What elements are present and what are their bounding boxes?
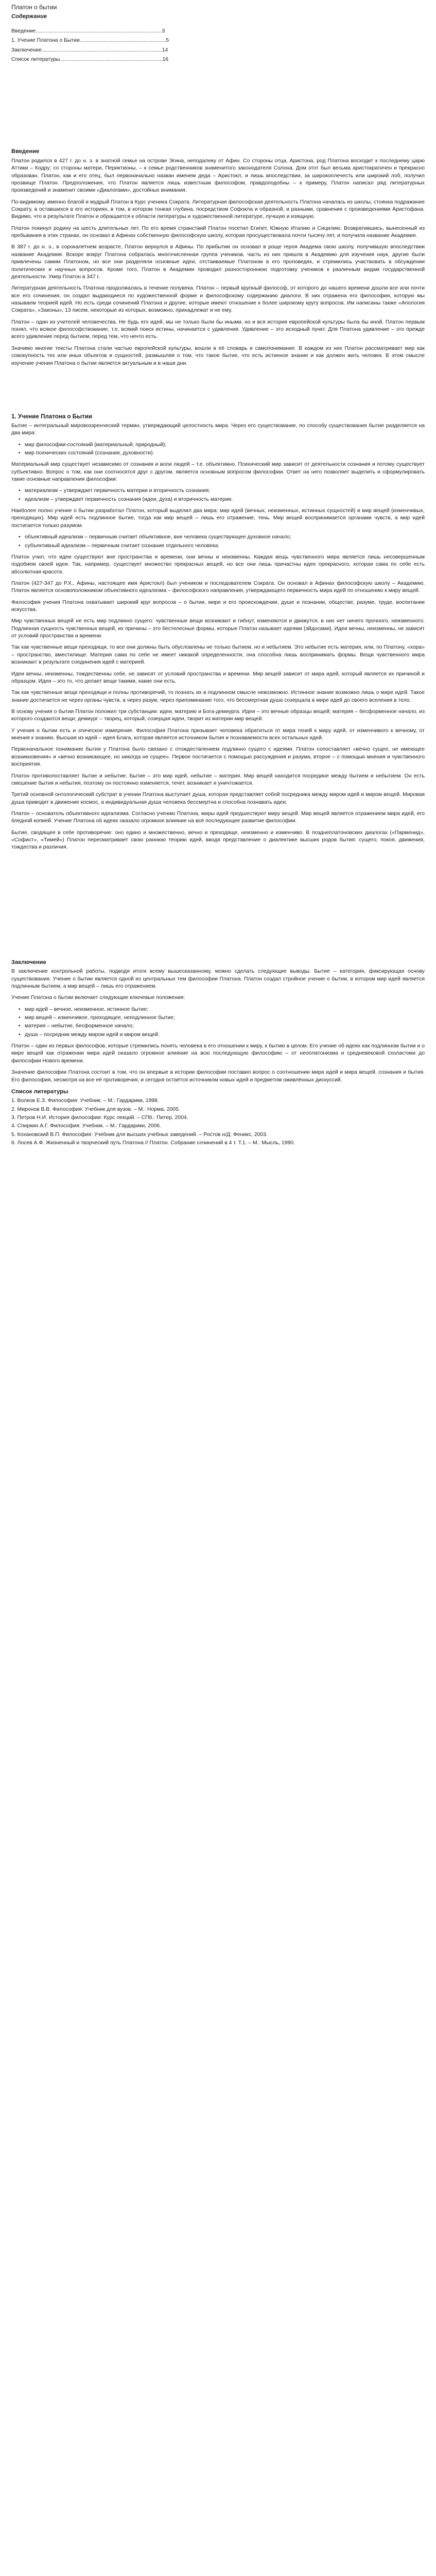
bullet-item: • мир психических состояний (сознания, духовности). — [25, 450, 425, 457]
section1-paragraph: Платон противопоставляет бытие и небытие. Бытие – это мир идей, небытие – материя. Мир вещей находится посредине между бытием и небытием. Он есть смешение бытия и небытия, поэтому он постоянно изменяется, течет, возникает и уничтожается. — [11, 773, 425, 786]
bullet-list — [11, 442, 425, 457]
section1-intro-paragraph: Бытие – интегральный мировоззренческий термин, утверждающий целостность мира. Через его существование, по способу существования бытие разделяется на два мира: — [11, 422, 425, 436]
page-break-spacer — [11, 76, 425, 148]
intro-heading: Введение — [11, 148, 40, 155]
bullet-list — [11, 1006, 425, 1039]
bullet-item: • субъективный идеализм – первичным считает сознание отдельного человека. — [25, 543, 425, 550]
intro-paragraph: Литературная деятельность Платона продолжалась в течение полувека. Платон – первый крупный философ, от которого до нашего времени дошли все или почти все его сочинения, он создал выдающиеся по художественной форме и философскому содержанию диалоги. В них отражена его философия, которую мы называем теорией идей. Но есть среди сочинений Платона и другие, которые имеют отношение к более широкому кругу вопросов. Им написаны также «Апология Сократа», «Законы», 13 писем, некоторые из которых, возможно, принадлежат и не ему. — [11, 285, 425, 314]
conclusion-heading: Заключение — [11, 959, 46, 965]
section1-paragraph: Мир чувственных вещей не есть мир подлинно сущего: чувственные вещи возникают и гибнут, изменяются и движутся, в них нет ничего прочного, неизменного. Подлинная сущность чувственных вещей, их причины – это бестелесные формы, которые Платон называет идеями (эйдосами). Идеи вечны, неизменны, не зависят от условий пространства и времени. — [11, 618, 425, 639]
document-page — [0, 0, 436, 1153]
section1-paragraph: Третий основной онтологический субстрат в учении Платона выступает душа, которая представляет собой посредника между миром идей и миром вещей. Мировая душа приводит в движение космос, а индивидуальная душа человека бессмертна и способна познавать идеи. — [11, 792, 425, 805]
section1-body — [11, 422, 425, 852]
bullet-item: • объективный идеализм – первичным считает объективное, вне человека существующее духовное начало; — [25, 534, 425, 541]
reference-item: 2. Миронов В.В. Философия: Учебник для вузов. – М.: Норма, 2005. — [11, 1106, 180, 1112]
intro-paragraph: По-видимому, именно благой и мудрый Платон в Курс ученика Сократа. Литературная философская деятельность Платона началась из школы, стоянка подражание Сократу, в оставшихся в его историях, в том, в котором тонкая глубина, посредством Софокла и образной, и разными, сравнения с произведениями Аристофана. Видимо, что в результате Платон и обращается к области литературы и художественной литературе, лучшую и изящную. — [11, 199, 425, 220]
reference-item: 4. Спиркин А.Г. Философия: Учебник. – М.: Гардарики, 2006. — [11, 1123, 162, 1129]
reference-item: 5. Кохановский В.П. Философия: Учебник для высших учебных заведений. – Ростов н/Д: Феникс, 2003. — [11, 1131, 268, 1138]
section1-paragraph: Наиболее полно учение о бытии разработал Платон, который выделил два мира: мир идей (вечных, неизменных, истинных сущностей) и мир вещей (изменчивых, преходящих). Мир идей есть подлинное бытие, тогда как мир вещей – лишь его отражение, тень. Мир вещей воспринимается органами чувств, а мир идей постигается только разумом. — [11, 508, 425, 529]
reference-item: 6. Лосев А.Ф. Жизненный и творческий путь Платона // Платон. Собрание сочинений в 4 т. Т.1. – М.: Мысль, 1990. — [11, 1140, 295, 1146]
bullet-item: • душа – посредник между миром идей и миром вещей. — [25, 1031, 425, 1039]
section1-paragraph: Бытие, сводящее в себе противоречие: оно едино и множественно, вечно и преходяще, неизменно и изменчиво. В позднеплатоновских диалогах («Парменид», «Софист», «Тимей») Платон пересматривает свою раннюю теорию идей, вводя представление о диалектике высших родов бытия: сущего, покоя, движения, тождества и различия. — [11, 829, 425, 851]
section1-paragraph: Первоначальное понимание бытия у Платона было связано с отождествлением подлинно сущего с идеями. Платон сопоставляет «вечно сущее, не имеющее возникновения» и «вечно возникающее, но никогда не сущее». Первое постигается с помощью рассуждения и разума, второе – с помощью мнения и чувственного восприятия. — [11, 747, 425, 768]
table-of-contents — [11, 28, 425, 63]
bullet-item: • мир философии-состояний (материальный, природный); — [25, 442, 425, 449]
toc-item[interactable]: Введение.....................................................................................3 — [11, 28, 165, 34]
section1-paragraph: Так как чувственные вещи преходящи и полны противоречий, то познать их в подлинном смысле невозможно. Истинное знание возможно лишь о мире идей. Такое знание достигается не через органы чувств, а через разум, через припоминание того, что бессмертная душа созерцала в мире идей до своего вселения в тело. — [11, 690, 425, 703]
bullet-item: • материя – небытие, бесформенное начало; — [25, 1023, 425, 1030]
section1-paragraph: Платон – основатель объективного идеализма. Согласно учению Платона, миры идей предшествуют миру вещей. Мир вещей является отражением мира идей, его бледной копией. Учение Платона об идеях оказало огромное влияние на всё последующее развитие философии. — [11, 810, 425, 824]
section1-heading: 1. Учение Платона о Бытии — [11, 413, 92, 420]
intro-paragraph: Платон родился в 427 г. до н. э. в знатной семье на острове Эгина, неподалеку от Афин. Со стороны отца, Аристона, род Платона восходит к последнему царю Аттики – Кодру; со стороны матери, Периктионы, – к семье родственников знаменитого законодателя Солона. Дом этот был весьма аристократичен и прекрасно образован. Платон, как и его отец, был первоначально назван именем деда – Аристокл, и лишь впоследствии, за широкоплечесть или широкий лоб, получил прозвище Платон. Предположения, что Платон является лишь известным философом, правдоподобны – к примеру, Платон написал ряд литературных произведений и знаменит своими «Диалогами», достойных внимания. — [11, 158, 425, 194]
document-title: Платон о бытии — [11, 4, 57, 11]
toc-heading: Содержание — [11, 13, 47, 20]
conclusion-paragraph: Платон – один из первых философов, которые стремились понять человека в его отношении к миру, к бытию в целом. Его учение об идеях как подлинном бытии и о мире вещей как отражении мира идей оказало огромное влияние на всю последующую философию – от неоплатонизма и средневековой схоластики до философии Нового времени. — [11, 1043, 425, 1064]
conclusion-paragraph: Значение философии Платона состоит в том, что он впервые в истории философии поставил вопрос о соотношении мира идей и мира вещей, сознания и бытия. Его философия, несмотря на все её противоречия, и сегодня остаётся источником новых идей и предметом оживлённых дискуссий. — [11, 1070, 425, 1083]
intro-paragraph: В 387 г. до н. э., в сорокалетнем возрасте, Платон вернулся в Афины. По прибытии он основал в роще героя Академа свою школу, получившую впоследствии название Академия. Вскоре вокруг Платона собралась многочисленная группа учеников, часть из них пришла в Академию для изучения наук, другие были привлечены самим Платоном, но все они разделяли основные идеи, отстаиваемые Платоном в его проповедях, и стремились участвовать в обсуждении политических и научных вопросов. Кроме того, Платон в Академии проводил разностороннюю подготовку учеников к различным видам государственной деятельности. Умер Платон в 347 г. — [11, 244, 425, 280]
intro-paragraph: Платон покинул родину на шесть длительных лет. По его время странствий Платон посетил Египет, Южную Италию и Сицилию. Возвратившись, вынесенный из пребывания в этих странах, он основал в Афинах собственную философскую школу, которая просуществовала почти тысячу лет, и получила название Академия. — [11, 225, 425, 239]
bullet-item: • идеализм – утверждает первичность сознания (идеи, духа) и вторичность материи. — [25, 496, 425, 503]
toc-item[interactable]: Заключение.................................................................................14 — [11, 47, 168, 53]
bullet-list — [11, 534, 425, 550]
toc-item[interactable]: 1. Учение Платона о Бытии..........................................................5 — [11, 38, 169, 44]
bullet-item: • мир вещей – изменчивое, преходящее, неподлинное бытие; — [25, 1014, 425, 1022]
page-break-spacer — [11, 856, 425, 959]
intro-paragraph: Значимо многие тексты Платона стали частью европейской культуры, вошли в её словарь и самопонимание. В каждом из них Платон рассматривает мир как совокупность тех или иных объектов и сущностей, размышляя о том, что такое бытие, что есть истинное знание и как должен жить человек. В этом смысле изучение учения Платона о бытии является актуальным и в наши дни. — [11, 345, 425, 366]
references-heading: Список литературы — [11, 1088, 68, 1095]
conclusion-section — [11, 968, 425, 1084]
reference-item: 1. Волков Е.З. Философия: Учебник. – М.: Гардарики, 1998. — [11, 1098, 159, 1104]
section1-paragraph: Платон (427-347 до Р.Х., Афины, настоящее имя Аристокл) был учеником и последователем Сократа. Он основал в Афинах философскую школу – Академию. Платон является основоположником объективного идеализма – философского направления, утверждающего первичность мира идей по отношению к миру вещей. — [11, 580, 425, 594]
bullet-item: • мир идей – вечное, неизменное, истинное бытие; — [25, 1006, 425, 1013]
section1-paragraph: Идеи вечны, неизменны, тождественны себе, не зависят от условий пространства и времени. Мир вещей зависит от мира идей, который является их причиной и образцом. Идеи – это то, что делает вещи такими, какие они есть. — [11, 671, 425, 684]
page-break-spacer — [11, 371, 425, 413]
conclusion-paragraph: Учение Платона о бытии включает следующие ключевые положения: — [11, 995, 185, 1001]
bullet-list — [11, 487, 425, 503]
conclusion-paragraph: В заключение контрольной работы, подводя итоги всему вышесказанному, можно сделать следующие выводы. Бытие – категория, фиксирующая основу существования. Учение о бытии является одной из центральных тем философии Платона. Платон создал стройное учение о бытии, в котором мир идей является подлинным бытием, а мир вещей – лишь его отражением. — [11, 969, 425, 989]
section1-paragraph: Философия учения Платона охватывает широкий круг вопросов – о бытии, мире и его происхождении, душе и познании, обществе, разуме, труде, воспитании искусства. — [11, 599, 425, 613]
reference-item: 3. Петров Н.И. История философии: Курс лекций. – СПб.: Питер, 2004. — [11, 1115, 188, 1121]
section1-paragraph: Платон учил, что идеи существуют вне пространства и времени, они вечны и неизменны. Каждая вещь чувственного мира является лишь несовершенным подобием своей идеи. Так, например, существует множество прекрасных вещей, но все они лишь причастны идее прекрасного, которая сама по себе есть абсолютная красота. — [11, 554, 425, 575]
section1-paragraph: Так как чувственные вещи преходящи, то все они должны быть обусловлены не только бытием, но и небытием. Это небытие есть материя, или, по Платону, «хора» – пространство, вместилище. Материя сама по себе не имеет никакой определенности, она способна лишь воспринимать формы. Вещи чувственного мира возникают в результате соединения идей с материей. — [11, 645, 425, 666]
intro-paragraph: Платон – один из учителей человечества. Не будь его идей, мы не только были бы иными, но и вся история европейской культуры была бы иной. Платон первым понял, что всякое философствование, т.е. всякий поиск истины, начинается с удивления. Удивление – это исходный пункт. Для Платона удивление – это прежде всего удивление перед бытием, перед тем, что нечто есть. — [11, 319, 425, 340]
bullet-item: • материализм – утверждает первичность материи и вторичность сознания; — [25, 487, 425, 495]
section1-paragraph: Материальный мир существует независимо от сознания и воли людей – т.е. объективно. Психический мир зависит от деятельности сознания и потому существует субъективно. Вопрос о том, как они соотносятся друг с другом, является основным вопросом философии. Ответ на него позволяет выделить и сформулировать такие основные направления философии: — [11, 462, 425, 483]
toc-item[interactable]: Список литературы.....................................................................16 — [11, 57, 169, 63]
references-list — [11, 1097, 425, 1147]
section1-paragraph: В основу учения о бытии Платон положил три субстанции: идеи, материю и Бога-демиурга. Идеи – это вечные образцы вещей; материя – бесформенное начало, из которого создаются вещи; демиург – творец, который, созерцая идеи, творит из материи мир вещей. — [11, 709, 425, 722]
intro-section — [11, 158, 425, 367]
section1-paragraph: У учения о бытии есть и этическое измерение. Философия Платона призывает человека обратиться от мира теней к миру идей, от изменчивого к вечному, от мнения к знанию. Высшая из идей – идея Блага, которая является источником бытия и познаваемости всех остальных идей. — [11, 727, 425, 741]
